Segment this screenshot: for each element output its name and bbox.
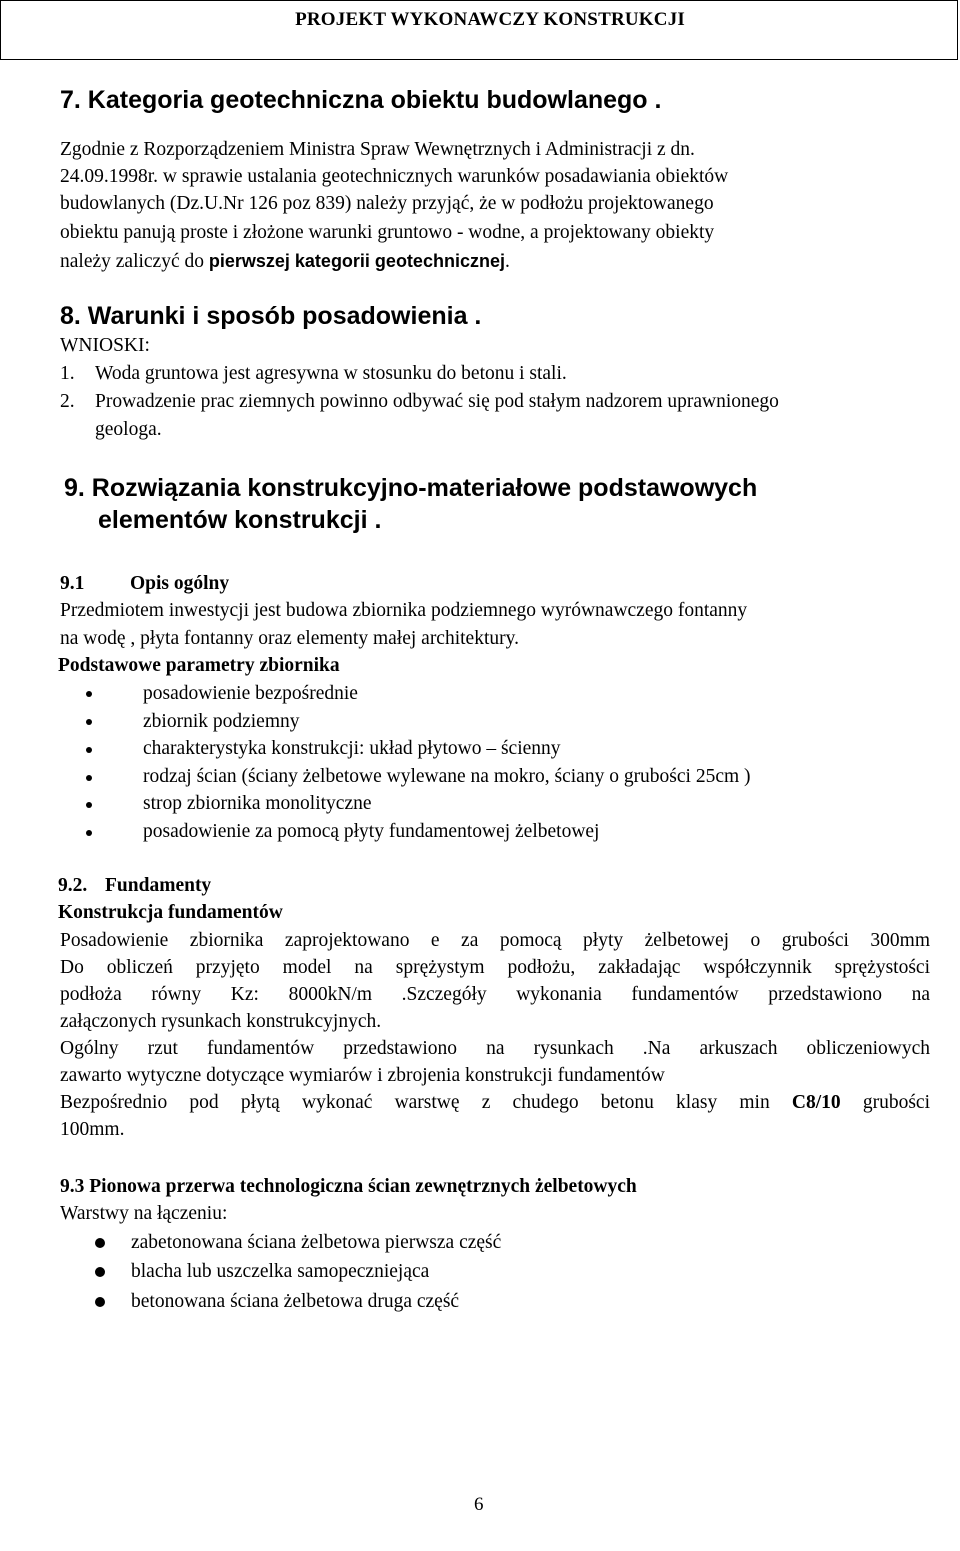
subsection-9-2-num: 9.2. xyxy=(58,875,88,896)
section-7-line-4: obiektu panują proste i złożone warunki gruntowo - wodne, a projektowany obiekty xyxy=(60,222,715,243)
param-item: charakterystyka konstrukcji: układ płytowo – ścienny xyxy=(143,738,561,759)
foundations-line: załączonych rysunkach konstrukcyjnych. xyxy=(60,1011,382,1032)
category-bold: pierwszej kategorii geotechnicznej xyxy=(208,251,505,271)
section-9-heading-line-2: elementów konstrukcji . xyxy=(98,506,382,534)
concrete-suffix: grubości xyxy=(840,1092,930,1113)
bullet-dot-icon xyxy=(86,775,92,781)
foundations-line-last xyxy=(60,1089,930,1116)
bullet-dot-icon xyxy=(95,1267,105,1277)
layer-item: betonowana ściana żelbetowa druga część xyxy=(131,1291,460,1312)
concrete-class: C8/10 xyxy=(791,1092,841,1113)
layers-title: Warstwy na łączeniu: xyxy=(60,1203,228,1224)
wnioski-label: WNIOSKI: xyxy=(60,335,150,356)
params-title: Podstawowe parametry zbiornika xyxy=(58,655,340,676)
subsection-9-2-title: Fundamenty xyxy=(105,875,212,896)
foundations-line-cont: 100mm. xyxy=(60,1119,125,1140)
subsection-9-1-title: Opis ogólny xyxy=(130,573,230,594)
foundations-line: zawarto wytyczne dotyczące wymiarów i zbrojenia konstrukcji fundamentów xyxy=(60,1065,665,1086)
foundations-line: podłoża równy Kz: 8000kN/m .Szczegóły wykonania fundamentów przedstawiono na xyxy=(60,984,930,1005)
section-7-line-1: Zgodnie z Rozporządzeniem Ministra Spraw Wewnętrznych i Administracji z dn. xyxy=(60,139,695,160)
category-prefix: należy zaliczyć do xyxy=(60,251,209,272)
foundations-paragraph xyxy=(60,927,930,1143)
foundations-line: Do obliczeń przyjęto model na sprężystym podłożu, zakładając współczynnik sprężystości xyxy=(60,957,930,978)
bullet-dot-icon xyxy=(86,747,92,753)
page-number: 6 xyxy=(474,1494,484,1515)
section-7-line-2: 24.09.1998r. w sprawie ustalania geotechnicznych warunków posadawiania obiektów xyxy=(60,166,729,187)
wnioski-item-1-num: 1. xyxy=(60,363,75,384)
param-item: zbiornik podziemny xyxy=(143,711,300,732)
foundations-line: Ogólny rzut fundamentów przedstawiono na rysunkach .Na arkuszach obliczeniowych xyxy=(60,1038,930,1059)
bullet-dot-icon xyxy=(95,1238,105,1248)
concrete-prefix: Bezpośrednio pod płytą wykonać warstwę z chudego betonu klasy min xyxy=(60,1092,792,1113)
header-title: PROJEKT WYKONAWCZY KONSTRUKCJI xyxy=(295,9,685,30)
section-9-heading-line-1: 9. Rozwiązania konstrukcyjno-materiałowe podstawowych xyxy=(64,474,758,502)
subsection-9-3-title: 9.3 Pionowa przerwa technologiczna ścian zewnętrznych żelbetowych xyxy=(60,1176,637,1197)
section-7-heading: 7. Kategoria geotechniczna obiektu budowlanego . xyxy=(60,86,662,114)
section-7-line-3: budowlanych (Dz.U.Nr 126 poz 839) należy przyjąć, że w podłożu projektowanego xyxy=(60,193,714,214)
bullet-dot-icon xyxy=(86,691,92,697)
foundations-line: Posadowienie zbiornika zaprojektowano e za pomocą płyty żelbetowej o grubości 300mm xyxy=(60,930,930,951)
wnioski-item-2-cont: geologa. xyxy=(95,419,162,440)
subsection-9-1-num: 9.1 xyxy=(60,573,85,594)
layer-item: zabetonowana ściana żelbetowa pierwsza część xyxy=(131,1232,502,1253)
bullet-dot-icon xyxy=(86,830,92,836)
section-8-heading: 8. Warunki i sposób posadowienia . xyxy=(60,302,482,330)
layer-item: blacha lub uszczelka samopeczniejąca xyxy=(131,1261,430,1282)
subsection-9-1-para-line-1: Przedmiotem inwestycji jest budowa zbiornika podziemnego wyrównawczego fontanny xyxy=(60,600,748,621)
bullet-dot-icon xyxy=(86,719,92,725)
subsection-9-1-para-line-2: na wodę , płyta fontanny oraz elementy małej architektury. xyxy=(60,628,519,649)
param-item: posadowienie za pomocą płyty fundamentowej żelbetowej xyxy=(143,821,600,842)
section-7-line-5 xyxy=(60,247,510,276)
subsection-9-2-subtitle: Konstrukcja fundamentów xyxy=(58,902,283,923)
bullet-dot-icon xyxy=(95,1297,105,1307)
param-item: posadowienie bezpośrednie xyxy=(143,683,358,704)
category-suffix: . xyxy=(504,251,510,272)
wnioski-item-1-text: Woda gruntowa jest agresywna w stosunku do betonu i stali. xyxy=(95,363,567,384)
bullet-dot-icon xyxy=(86,802,92,808)
param-item: strop zbiornika monolityczne xyxy=(143,793,372,814)
param-item: rodzaj ścian (ściany żelbetowe wylewane na mokro, ściany o grubości 25cm ) xyxy=(143,766,751,787)
wnioski-item-2-num: 2. xyxy=(60,391,75,412)
wnioski-item-2-text: Prowadzenie prac ziemnych powinno odbywać się pod stałym nadzorem uprawnionego xyxy=(95,391,779,412)
